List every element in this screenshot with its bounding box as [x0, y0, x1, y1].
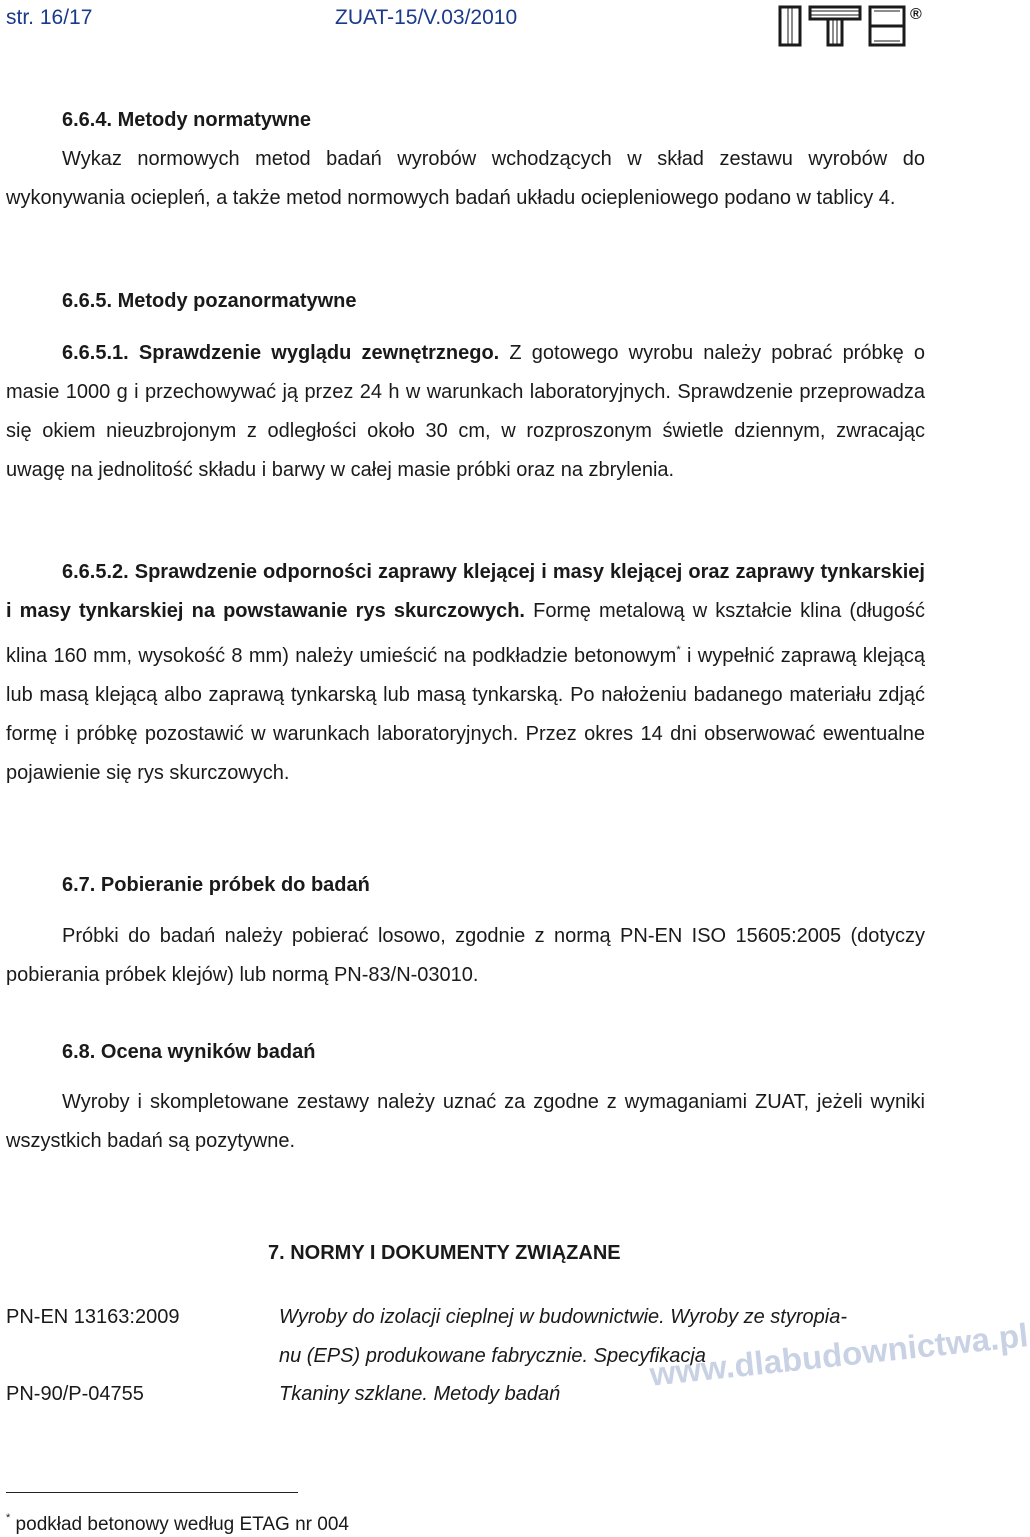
footnote-reference: *	[676, 644, 681, 656]
footnote-text: podkład betonowy według ETAG nr 004	[10, 1514, 349, 1535]
section-665-title: 6.6.5. Metody pozanormatywne	[62, 290, 357, 312]
watermark: www.dlabudownictwa.pl	[648, 1316, 1030, 1393]
section-7-title: 7. NORMY I DOKUMENTY ZWIĄZANE	[268, 1242, 621, 1264]
section-67-title: 6.7. Pobieranie próbek do badań	[62, 874, 370, 896]
itb-logo	[778, 3, 948, 47]
document-id: ZUAT-15/V.03/2010	[335, 6, 518, 29]
section-67-body: Próbki do badań należy pobierać losowo, zgodnie z normą PN-EN ISO 15605:2005 (dotyczy pobierania próbek klejów) lub normą PN-83/N-03010.	[6, 925, 925, 986]
section-6652-paragraph	[6, 553, 925, 793]
section-664-body: Wykaz normowych metod badań wyrobów wchodzących w skład zestawu wyrobów do wykonywania ociepleń, a także metod normowych badań układu ociepleniowego podano w tablicy 4.	[6, 148, 925, 209]
norm-description: nu (EPS) produkowane fabrycznie. Specyfikacja	[279, 1345, 706, 1367]
section-664-title: 6.6.4. Metody normatywne	[62, 109, 311, 131]
footnote-separator	[6, 1492, 298, 1493]
section-6652-title: 6.6.5.2. Sprawdzenie odporności zaprawy klejącej i masy klejącej oraz zaprawy tynkarskiej i masy tynkarskiej na powstawanie rys skurczowych.	[6, 561, 925, 622]
section-68-title: 6.8. Ocena wyników badań	[62, 1041, 316, 1063]
norm-description: Tkaniny szklane. Metody badań	[279, 1383, 561, 1405]
footnote-mark: *	[6, 1512, 11, 1524]
footnote	[6, 1512, 349, 1536]
section-6651-paragraph	[6, 334, 925, 490]
section-6651-title: 6.6.5.1. Sprawdzenie wyglądu zewnętrznego.	[62, 342, 500, 364]
page-number: str. 16/17	[6, 6, 93, 29]
norm-code: PN-90/P-04755	[6, 1383, 144, 1405]
section-68-body: Wyroby i skompletowane zestawy należy uznać za zgodne z wymaganiami ZUAT, jeżeli wyniki wszystkich badań są pozytywne.	[6, 1091, 925, 1152]
registered-mark: ®	[910, 6, 922, 23]
norm-description: Wyroby do izolacji cieplnej w budownictwie. Wyroby ze styropia-	[279, 1306, 847, 1328]
norm-code: PN-EN 13163:2009	[6, 1306, 180, 1328]
section-6652-body-a: Formę metalową w kształcie klina (długość klina 160 mm, wysokość 8 mm) należy umieścić na podkładzie betonowym	[6, 600, 925, 667]
section-6651-body: Z gotowego wyrobu należy pobrać próbkę o masie 1000 g i przechowywać ją przez 24 h w warunkach laboratoryjnych. Sprawdzenie przeprowadza się okiem nieuzbrojonym z odległości około 30 cm, w rozproszonym świetle dziennym, zwracając uwagę na jednolitość składu i barwy w całej masie próbki oraz na zbrylenia.	[6, 342, 925, 481]
section-6652-body-b: i wypełnić zaprawą klejącą lub masą klejącą albo zaprawą tynkarską lub masą tynkarską. Po nałożeniu badanego materiału zdjąć formę i próbkę pozostawić w warunkach laboratoryjnych. Przez okres 14 dni obserwować ewentualne pojawienie się rys skurczowych.	[6, 645, 925, 784]
